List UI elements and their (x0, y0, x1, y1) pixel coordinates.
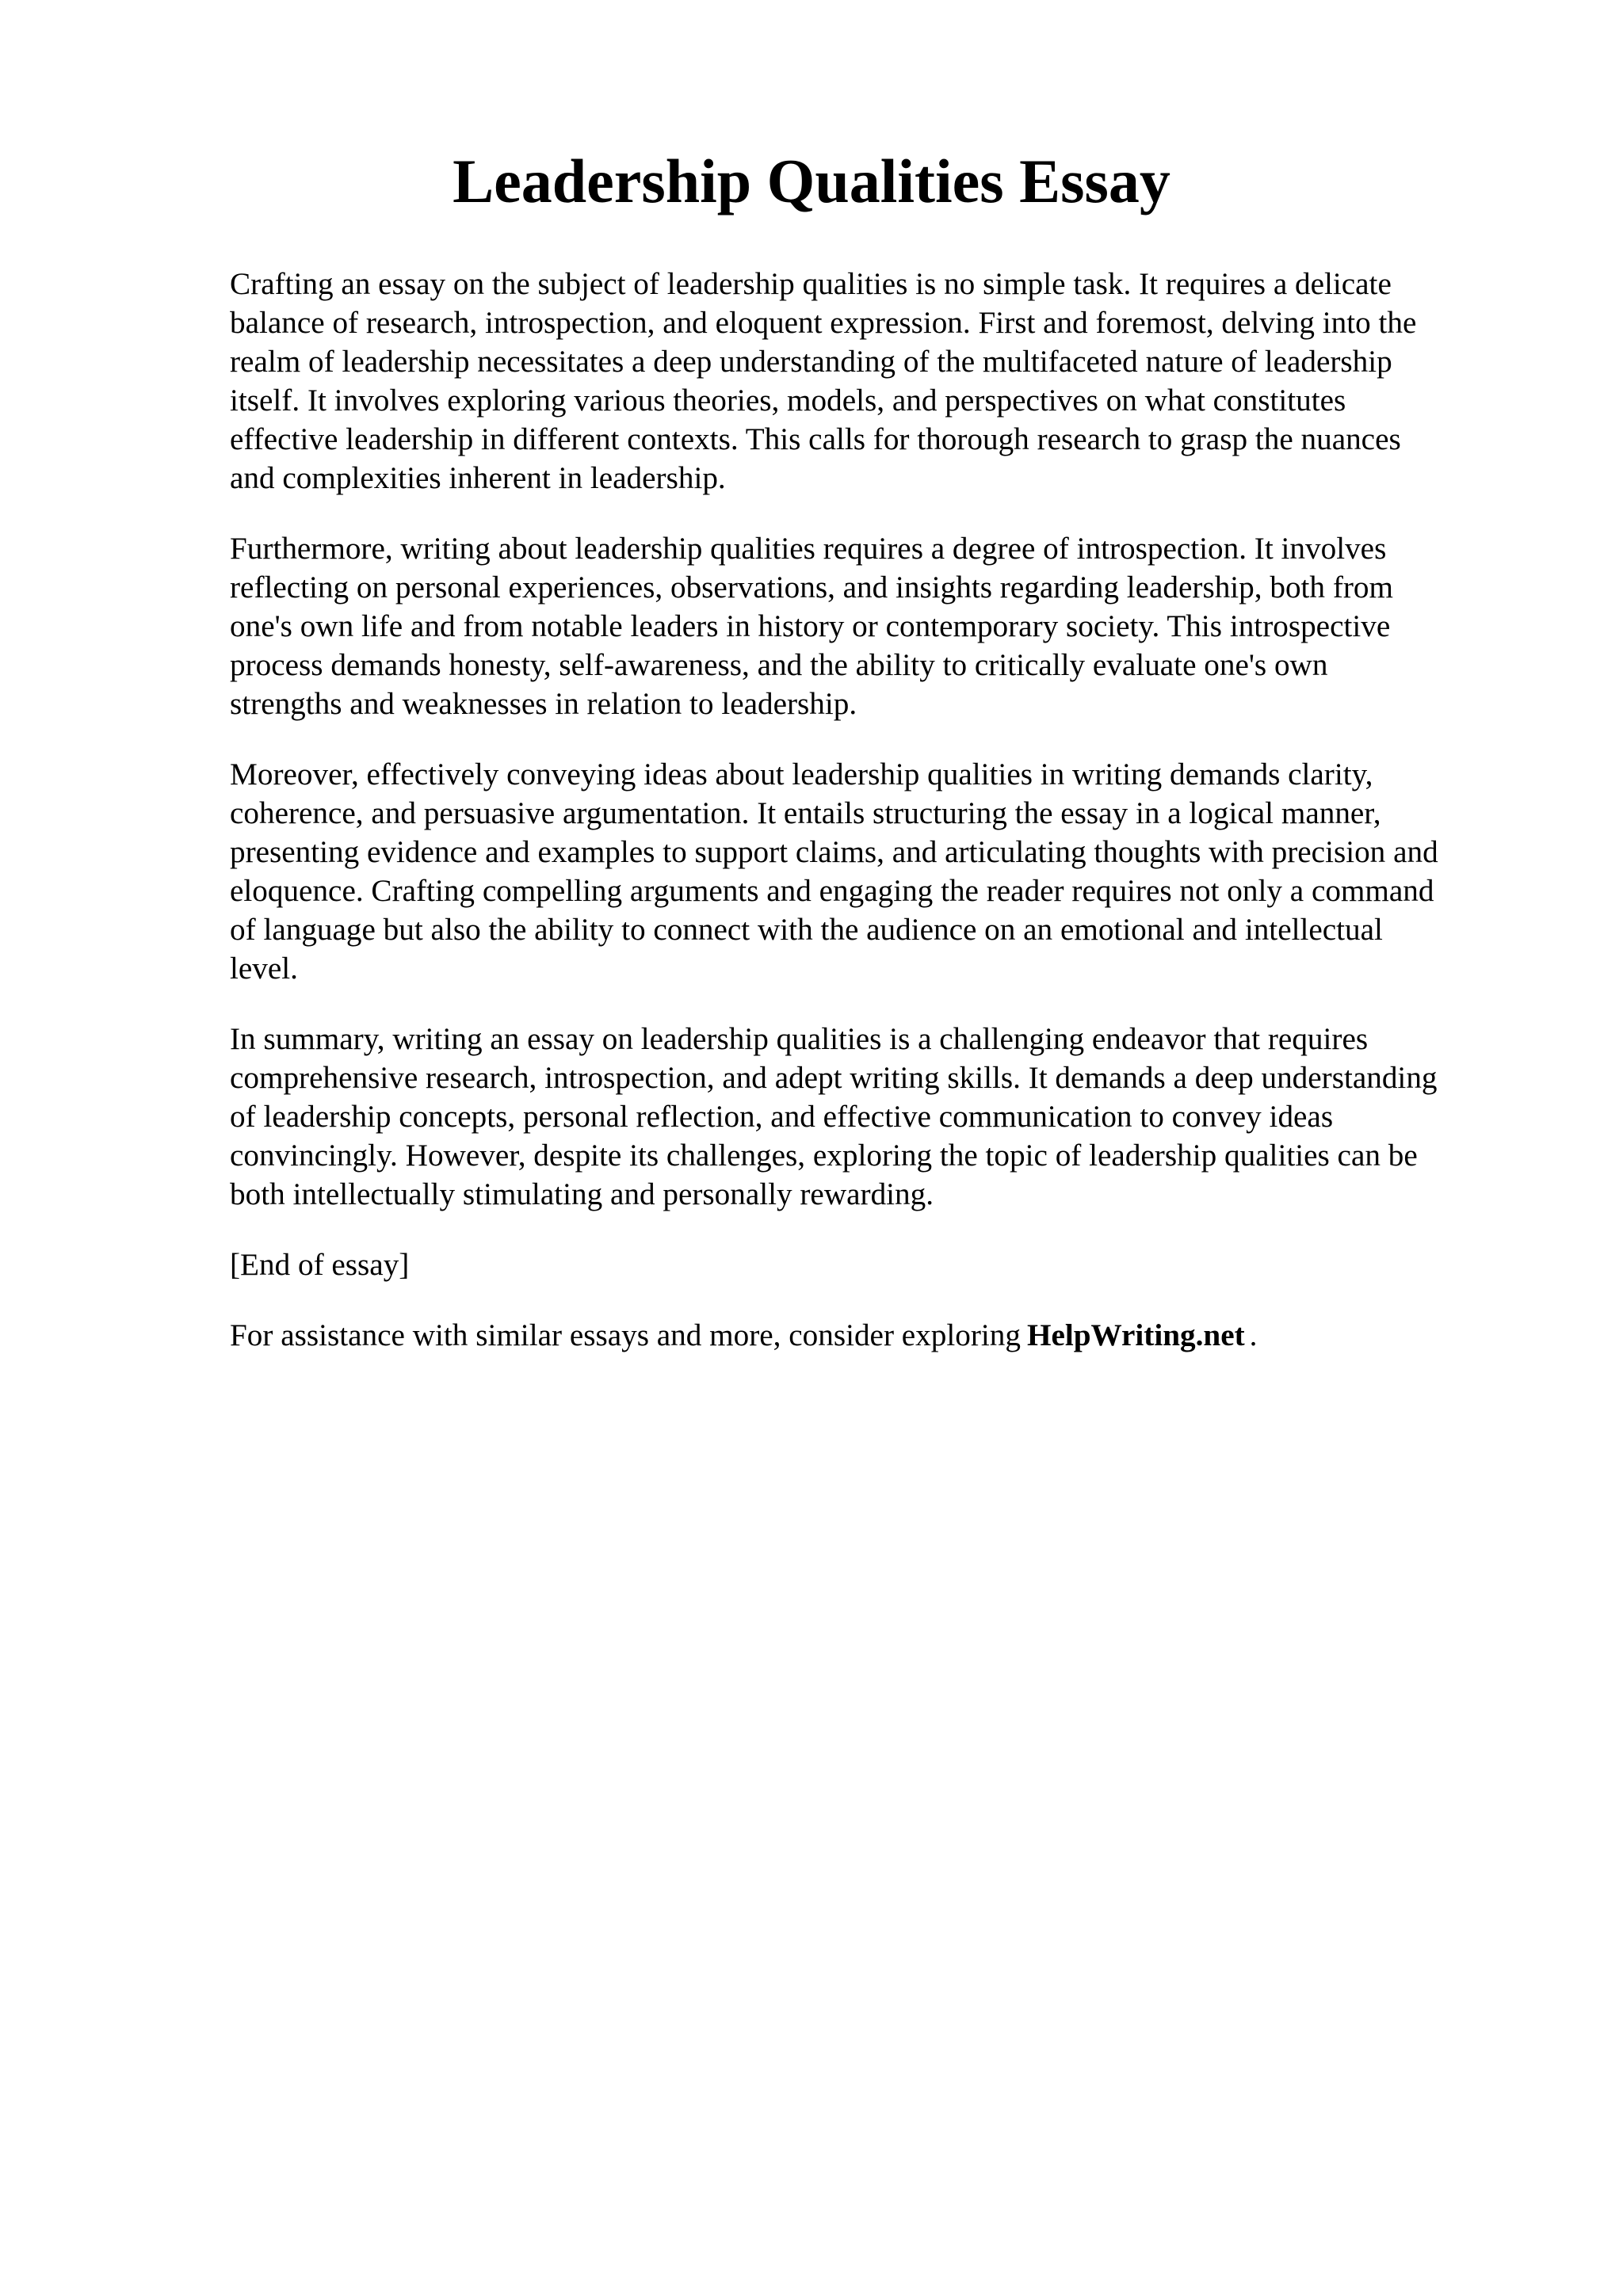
footer-punct: . (1249, 1318, 1258, 1352)
paragraph-line: comprehensive research, introspection, and adept writing skills. It demands a deep understanding (230, 1061, 1438, 1095)
paragraph-line: Moreover, effectively conveying ideas about leadership qualities in writing demands clarity, (230, 757, 1373, 791)
paragraph-line: coherence, and persuasive argumentation. It entails structuring the essay in a logical manner, (230, 796, 1381, 830)
paragraph-line: eloquence. Crafting compelling arguments and engaging the reader requires not only a command (230, 874, 1434, 908)
paragraph-line: In summary, writing an essay on leadership qualities is a challenging endeavor that requires (230, 1022, 1369, 1056)
paragraph-line: both intellectually stimulating and personally rewarding. (230, 1177, 934, 1211)
essay-body (230, 265, 1514, 1386)
paragraph-4 (230, 1020, 1514, 1214)
brand-name: HelpWriting.net (1026, 1318, 1245, 1352)
paragraph-3 (230, 755, 1514, 988)
paragraph-line: Furthermore, writing about leadership qualities requires a degree of introspection. It involves (230, 532, 1387, 566)
paragraph-line: reflecting on personal experiences, observations, and insights regarding leadership, both from (230, 570, 1394, 605)
paragraph-line: of language but also the ability to connect with the audience on an emotional and intellectual (230, 913, 1383, 947)
footer-note (230, 1316, 1514, 1355)
paragraph-line: level. (230, 952, 298, 986)
paragraph-line: presenting evidence and examples to support claims, and articulating thoughts with precision and (230, 835, 1438, 869)
paragraph-line: itself. It involves exploring various theories, models, and perspectives on what constitutes (230, 383, 1346, 418)
paragraph-line: effective leadership in different contexts. This calls for thorough research to grasp the nuances (230, 422, 1401, 456)
paragraph-1 (230, 265, 1514, 498)
page-title: Leadership Qualities Essay (453, 147, 1170, 215)
footer-text: For assistance with similar essays and more, consider exploring (230, 1318, 1021, 1352)
paragraph-line: process demands honesty, self-awareness, and the ability to critically evaluate one's own (230, 648, 1328, 682)
paragraph-line: strengths and weaknesses in relation to leadership. (230, 687, 857, 721)
paragraph-line: one's own life and from notable leaders in history or contemporary society. This introspective (230, 609, 1391, 643)
paragraph-line: balance of research, introspection, and eloquent expression. First and foremost, delving into the (230, 306, 1417, 340)
end-note: [End of essay] (230, 1248, 410, 1282)
paragraph-line: of leadership concepts, personal reflection, and effective communication to convey ideas (230, 1100, 1334, 1134)
paragraph-2 (230, 529, 1514, 723)
paragraph-line: convincingly. However, despite its challenges, exploring the topic of leadership qualities can be (230, 1138, 1418, 1173)
paragraph-line: and complexities inherent in leadership. (230, 461, 726, 495)
paragraph-line: realm of leadership necessitates a deep understanding of the multifaceted nature of leadership (230, 345, 1392, 379)
paragraph-line: Crafting an essay on the subject of leadership qualities is no simple task. It requires a delicate (230, 267, 1392, 301)
